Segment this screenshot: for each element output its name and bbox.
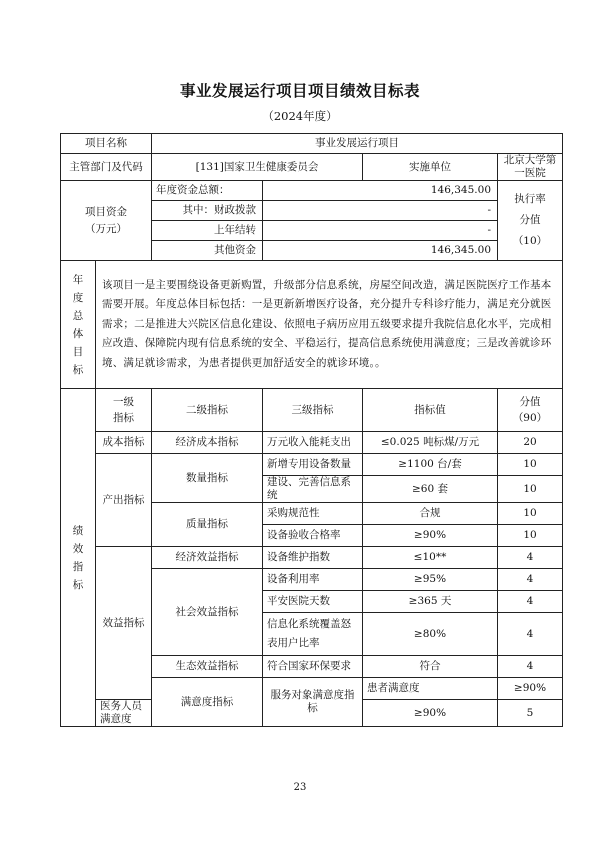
subgroup-quality: 质量指标 <box>152 503 263 547</box>
group-satisfaction: 满意度指标 <box>152 678 263 727</box>
indicator-value: ≥90% <box>363 700 498 727</box>
subgroup-eco-benefit: 生态效益指标 <box>152 656 263 678</box>
header-level1-line1: 一级 <box>113 395 134 408</box>
indicator-name: 医务人员满意度 <box>96 700 152 727</box>
header-score-line1: 分值 <box>519 395 541 408</box>
funds-carryover-value: - <box>263 221 498 241</box>
indicator-score: 4 <box>498 656 563 678</box>
implementer-label: 实施单位 <box>363 154 498 181</box>
indicator-value: ≥1100 台/套 <box>363 454 498 476</box>
indicator-name: 平安医院天数 <box>263 591 363 613</box>
subgroup-service-sat: 服务对象满意度指标 <box>263 678 363 727</box>
header-level2: 二级指标 <box>152 389 263 432</box>
header-level1 <box>96 389 152 432</box>
indicator-row <box>61 454 563 476</box>
indicator-value: ≤10** <box>363 547 498 569</box>
indicator-score: 5 <box>498 700 563 727</box>
subgroup-quantity: 数量指标 <box>152 454 263 503</box>
funds-label-line2: （万元） <box>85 222 127 235</box>
indicator-score: 20 <box>498 432 563 454</box>
funds-carryover-label: 上年结转 <box>152 221 263 241</box>
indicator-value: ≥80% <box>363 613 498 656</box>
indicator-score: 4 <box>498 613 563 656</box>
project-name-row <box>61 134 563 154</box>
indicator-value: ≥90% <box>498 678 563 700</box>
indicator-score: 4 <box>498 547 563 569</box>
indicator-score: 10 <box>498 503 563 525</box>
exec-score-label: 分值 <box>519 214 541 226</box>
header-level1-line2: 指标 <box>113 411 134 424</box>
performance-table <box>60 133 563 727</box>
indicator-score: 4 <box>498 569 563 591</box>
indicator-name: 设备验收合格率 <box>263 525 363 547</box>
indicator-name: 设备利用率 <box>263 569 363 591</box>
indicator-name: 建设、完善信息系统 <box>263 476 363 503</box>
annual-goal-label <box>61 261 96 389</box>
indicator-side-char: 绩 <box>72 524 84 537</box>
funds-row-total <box>61 181 563 201</box>
header-value: 指标值 <box>363 389 498 432</box>
exec-rate-label: 执行率 <box>514 193 546 205</box>
indicator-side-char: 指 <box>72 560 84 573</box>
indicator-value: 合规 <box>363 503 498 525</box>
funds-label-line1: 项目资金 <box>85 205 127 218</box>
goal-char: 标 <box>72 363 84 376</box>
indicator-value: 符合 <box>363 656 498 678</box>
indicator-side-char: 标 <box>72 578 84 591</box>
goal-char: 体 <box>72 327 84 340</box>
goal-char: 度 <box>72 291 84 304</box>
indicator-value: ≥90% <box>363 525 498 547</box>
indicator-score: 10 <box>498 454 563 476</box>
project-name-label: 项目名称 <box>61 134 152 154</box>
funds-total-value: 146,345.00 <box>263 181 498 201</box>
funds-total-label: 年度资金总额： <box>152 181 263 201</box>
indicator-row <box>61 547 563 569</box>
indicator-value: ≥95% <box>363 569 498 591</box>
indicator-score: 10 <box>498 476 563 503</box>
exec-score-value: （10） <box>512 235 548 247</box>
annual-goal-text: 该项目一是主要围绕设备更新购置，升级部分信息系统，房屋空间改造，满足医院医疗工作基本需要开展。年度总体目标包括：一是更新新增医疗设备，充分提升专科诊疗能力，满足充分就医需求；二是推进大兴院区信息化建设、依照电子病历应用五级要求提升我院信息化水平，完成相应改造、保障院内现有信息系统的安全、平稳运行，提高信息系统使用满意度；三是改善就诊环境、满足就诊需求，为患者提供更加舒适安全的就诊环境。。 <box>96 261 563 389</box>
goal-char: 年 <box>72 273 84 286</box>
funds-other-label: 其他资金 <box>152 241 263 261</box>
funds-other-value: 146,345.00 <box>263 241 498 261</box>
page-number: 23 <box>293 782 307 793</box>
project-name-value: 事业发展运行项目 <box>152 134 563 154</box>
indicator-name: 患者满意度 <box>363 678 498 700</box>
goal-char: 目 <box>72 345 84 358</box>
funds-label <box>61 181 152 261</box>
department-label: 主管部门及代码 <box>61 154 152 181</box>
indicator-name: 采购规范性 <box>263 503 363 525</box>
subgroup-social-benefit: 社会效益指标 <box>152 569 263 656</box>
annual-goal-row <box>61 261 563 389</box>
indicator-name: 万元收入能耗支出 <box>263 432 363 454</box>
subgroup-econ-benefit: 经济效益指标 <box>152 547 263 569</box>
funds-fiscal-label: 其中：财政拨款 <box>152 201 263 221</box>
indicator-row <box>61 432 563 454</box>
group-benefit: 效益指标 <box>96 547 152 700</box>
subgroup-econ-cost: 经济成本指标 <box>152 432 263 454</box>
group-cost: 成本指标 <box>96 432 152 454</box>
indicator-name: 新增专用设备数量 <box>263 454 363 476</box>
indicator-side-label <box>61 389 96 727</box>
goal-char: 总 <box>72 309 84 322</box>
funds-fiscal-value: - <box>263 201 498 221</box>
department-value: [131]国家卫生健康委员会 <box>152 154 363 181</box>
indicator-value: ≥365 天 <box>363 591 498 613</box>
header-score <box>498 389 563 432</box>
header-level3: 三级指标 <box>263 389 363 432</box>
indicator-score: 4 <box>498 591 563 613</box>
indicator-name: 设备维护指数 <box>263 547 363 569</box>
implementer-value: 北京大学第一医院 <box>498 154 563 181</box>
indicator-value: ≤0.025 吨标煤/万元 <box>363 432 498 454</box>
year-label: （2024年度） <box>262 109 338 123</box>
indicator-score: 10 <box>498 525 563 547</box>
header-score-line2: （90） <box>512 411 548 424</box>
indicator-name: 信息化系统覆盖怒表用户比率 <box>263 613 363 656</box>
indicator-value: ≥60 套 <box>363 476 498 503</box>
exec-rate-cell <box>498 181 563 261</box>
department-row <box>61 154 563 181</box>
indicator-header-row <box>61 389 563 432</box>
indicator-name: 符合国家环保要求 <box>263 656 363 678</box>
indicator-side-char: 效 <box>72 542 84 555</box>
document-title: 事业发展运行项目项目绩效目标表 <box>179 82 420 100</box>
group-output: 产出指标 <box>96 454 152 547</box>
